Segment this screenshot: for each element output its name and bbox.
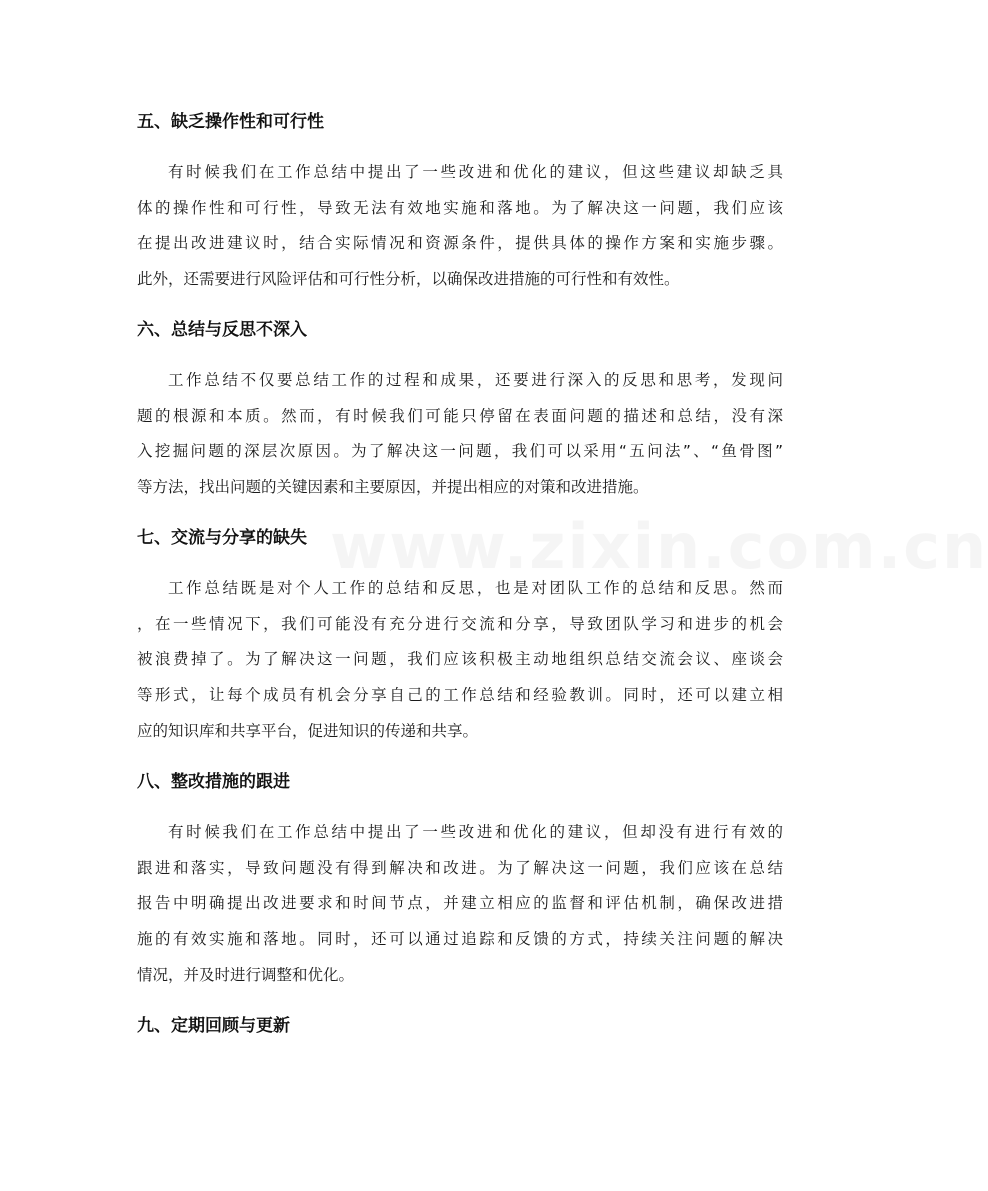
- paragraph-line: 工作总结既是对个人工作的总结和反思，也是对团队工作的总结和反思。然而: [168, 579, 783, 597]
- section-paragraph-8: [137, 815, 783, 994]
- paragraph-line: 入挖掘问题的深层次原因。为了解决这一问题，我们可以采用“五问法”、“鱼骨图”: [137, 442, 783, 461]
- section-title-7: 七、交流与分享的缺失: [137, 528, 307, 548]
- section-title-6: 六、总结与反思不深入: [137, 320, 307, 340]
- paragraph-line: 体的操作性和可行性，导致无法有效地实施和落地。为了解决这一问题，我们应该: [137, 198, 783, 217]
- paragraph-line: 有时候我们在工作总结中提出了一些改进和优化的建议，但却没有进行有效的: [168, 823, 783, 841]
- paragraph-line: 此外，还需要进行风险评估和可行性分析，以确保改进措施的可行性和有效性。: [137, 270, 680, 289]
- section-paragraph-5: [137, 155, 783, 298]
- paragraph-line: 报告中明确提出改进要求和时间节点，并建立相应的监督和评估机制，确保改进措: [137, 894, 783, 913]
- paragraph-line: 有时候我们在工作总结中提出了一些改进和优化的建议，但这些建议却缺乏具: [168, 163, 783, 181]
- paragraph-line: 题的根源和本质。然而，有时候我们可能只停留在表面问题的描述和总结，没有深: [137, 406, 783, 425]
- paragraph-line: 被浪费掉了。为了解决这一问题，我们应该积极主动地组织总结交流会议、座谈会: [137, 650, 783, 669]
- paragraph-line: 工作总结不仅要总结工作的过程和成果，还要进行深入的反思和思考，发现问: [168, 371, 783, 389]
- section-paragraph-6: [137, 363, 783, 506]
- paragraph-line: 跟进和落实，导致问题没有得到解决和改进。为了解决这一问题，我们应该在总结: [137, 858, 783, 877]
- paragraph-line: 施的有效实施和落地。同时，还可以通过追踪和反馈的方式，持续关注问题的解决: [137, 930, 783, 949]
- section-title-9: 九、定期回顾与更新: [137, 1016, 290, 1036]
- section-title-8: 八、整改措施的跟进: [137, 772, 290, 792]
- paragraph-line: 等方法，找出问题的关键因素和主要原因，并提出相应的对策和改进措施。: [137, 478, 649, 497]
- paragraph-line: 在提出改进建议时，结合实际情况和资源条件，提供具体的操作方案和实施步骤。: [137, 234, 783, 253]
- watermark: www.zixin.com.cn: [330, 510, 988, 583]
- section-title-5: 五、缺乏操作性和可行性: [137, 112, 324, 132]
- paragraph-line: 等形式，让每个成员有机会分享自己的工作总结和经验教训。同时，还可以建立相: [137, 686, 783, 705]
- paragraph-line: 情况，并及时进行调整和优化。: [137, 965, 355, 984]
- paragraph-line: 应的知识库和共享平台，促进知识的传递和共享。: [137, 721, 479, 740]
- section-paragraph-7: [137, 571, 783, 750]
- paragraph-line: ，在一些情况下，我们可能没有充分进行交流和分享，导致团队学习和进步的机会: [137, 614, 783, 633]
